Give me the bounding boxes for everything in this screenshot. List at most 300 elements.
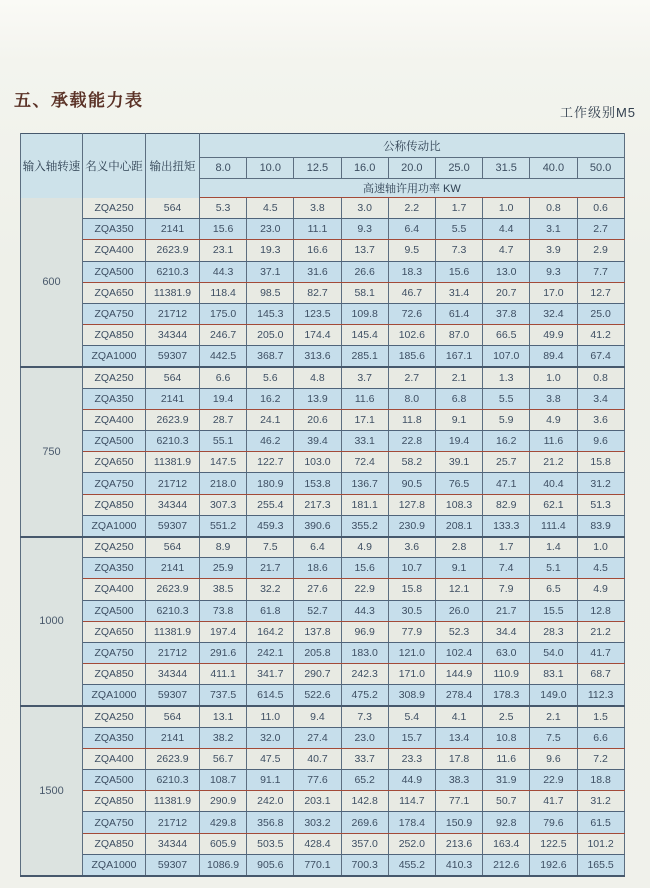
power-value-cell: 4.4 xyxy=(483,219,530,240)
power-value-cell: 26.6 xyxy=(341,261,388,282)
table-row xyxy=(21,558,625,579)
power-value-cell: 122.5 xyxy=(530,833,577,854)
torque-cell: 21712 xyxy=(146,303,200,324)
power-value-cell: 123.5 xyxy=(294,303,341,324)
power-value-cell: 197.4 xyxy=(200,621,247,642)
power-value-cell: 91.1 xyxy=(247,770,294,791)
power-value-cell: 6.8 xyxy=(435,388,482,409)
power-value-cell: 192.6 xyxy=(530,854,577,875)
power-value-cell: 15.8 xyxy=(577,452,624,473)
model-cell: ZQA400 xyxy=(83,579,146,600)
power-value-cell: 4.8 xyxy=(294,367,341,388)
torque-cell: 59307 xyxy=(146,515,200,536)
power-value-cell: 1.0 xyxy=(530,367,577,388)
power-value-cell: 34.4 xyxy=(483,621,530,642)
power-value-cell: 27.4 xyxy=(294,727,341,748)
power-value-cell: 30.5 xyxy=(388,600,435,621)
power-value-cell: 23.0 xyxy=(341,727,388,748)
work-grade-label: 工作级别M5 xyxy=(559,105,636,120)
power-value-cell: 9.4 xyxy=(294,706,341,727)
power-value-cell: 7.3 xyxy=(341,706,388,727)
model-cell: ZQA850 xyxy=(83,791,146,812)
power-value-cell: 61.5 xyxy=(577,812,624,833)
power-value-cell: 307.3 xyxy=(200,494,247,515)
power-value-cell: 5.3 xyxy=(200,198,247,219)
speed-cell: 1500 xyxy=(21,706,83,876)
power-value-cell: 411.1 xyxy=(200,664,247,685)
table-row xyxy=(21,621,625,642)
table-row xyxy=(21,325,625,346)
torque-cell: 564 xyxy=(146,537,200,558)
power-value-cell: 171.0 xyxy=(388,664,435,685)
power-value-cell: 183.0 xyxy=(341,642,388,663)
power-value-cell: 3.0 xyxy=(341,198,388,219)
power-value-cell: 22.9 xyxy=(530,770,577,791)
power-value-cell: 44.3 xyxy=(341,600,388,621)
power-value-cell: 83.1 xyxy=(530,664,577,685)
power-value-cell: 3.4 xyxy=(577,388,624,409)
table-row xyxy=(21,473,625,494)
torque-cell: 6210.3 xyxy=(146,600,200,621)
power-value-cell: 67.4 xyxy=(577,346,624,367)
power-value-cell: 38.2 xyxy=(200,727,247,748)
header-power-label: 高速轴许用功率 KW xyxy=(200,179,625,198)
model-cell: ZQA400 xyxy=(83,409,146,430)
power-value-cell: 242.1 xyxy=(247,642,294,663)
power-value-cell: 218.0 xyxy=(200,473,247,494)
power-value-cell: 2.8 xyxy=(435,537,482,558)
model-cell: ZQA500 xyxy=(83,431,146,452)
torque-cell: 6210.3 xyxy=(146,431,200,452)
table-row xyxy=(21,409,625,430)
power-value-cell: 9.5 xyxy=(388,240,435,261)
table-row xyxy=(21,515,625,536)
power-value-cell: 357.0 xyxy=(341,833,388,854)
power-value-cell: 165.5 xyxy=(577,854,624,875)
power-value-cell: 230.9 xyxy=(388,515,435,536)
power-value-cell: 20.7 xyxy=(483,282,530,303)
power-value-cell: 79.6 xyxy=(530,812,577,833)
power-value-cell: 246.7 xyxy=(200,325,247,346)
power-value-cell: 13.7 xyxy=(341,240,388,261)
power-value-cell: 145.3 xyxy=(247,303,294,324)
table-row xyxy=(21,431,625,452)
power-value-cell: 27.6 xyxy=(294,579,341,600)
power-value-cell: 54.0 xyxy=(530,642,577,663)
power-value-cell: 175.0 xyxy=(200,303,247,324)
power-value-cell: 605.9 xyxy=(200,833,247,854)
table-row xyxy=(21,642,625,663)
power-value-cell: 9.1 xyxy=(435,558,482,579)
power-value-cell: 2.2 xyxy=(388,198,435,219)
power-value-cell: 40.7 xyxy=(294,748,341,769)
torque-cell: 2623.9 xyxy=(146,748,200,769)
power-value-cell: 5.1 xyxy=(530,558,577,579)
power-value-cell: 203.1 xyxy=(294,791,341,812)
power-value-cell: 252.0 xyxy=(388,833,435,854)
power-value-cell: 3.6 xyxy=(388,537,435,558)
power-value-cell: 142.8 xyxy=(341,791,388,812)
power-value-cell: 61.4 xyxy=(435,303,482,324)
power-value-cell: 98.5 xyxy=(247,282,294,303)
model-cell: ZQA750 xyxy=(83,812,146,833)
power-value-cell: 4.9 xyxy=(341,537,388,558)
power-value-cell: 0.6 xyxy=(577,198,624,219)
power-value-cell: 17.8 xyxy=(435,748,482,769)
power-value-cell: 31.9 xyxy=(483,770,530,791)
torque-cell: 2141 xyxy=(146,388,200,409)
power-value-cell: 12.1 xyxy=(435,579,482,600)
power-value-cell: 4.9 xyxy=(530,409,577,430)
power-value-cell: 82.7 xyxy=(294,282,341,303)
model-cell: ZQA1000 xyxy=(83,346,146,367)
power-value-cell: 13.9 xyxy=(294,388,341,409)
power-value-cell: 118.4 xyxy=(200,282,247,303)
power-value-cell: 68.7 xyxy=(577,664,624,685)
power-value-cell: 1.0 xyxy=(577,537,624,558)
table-row xyxy=(21,388,625,409)
power-value-cell: 208.1 xyxy=(435,515,482,536)
power-value-cell: 18.8 xyxy=(577,770,624,791)
power-value-cell: 38.3 xyxy=(435,770,482,791)
power-value-cell: 82.9 xyxy=(483,494,530,515)
power-value-cell: 145.4 xyxy=(341,325,388,346)
power-value-cell: 9.3 xyxy=(530,261,577,282)
header-ratio-group: 公称传动比 xyxy=(200,134,625,158)
power-value-cell: 19.4 xyxy=(200,388,247,409)
ratio-header-cell: 10.0 xyxy=(247,158,294,179)
model-cell: ZQA250 xyxy=(83,537,146,558)
power-value-cell: 13.1 xyxy=(200,706,247,727)
torque-cell: 34344 xyxy=(146,325,200,346)
power-value-cell: 24.1 xyxy=(247,409,294,430)
power-value-cell: 11.6 xyxy=(530,431,577,452)
torque-cell: 59307 xyxy=(146,685,200,706)
model-cell: ZQA400 xyxy=(83,748,146,769)
table-row xyxy=(21,685,625,706)
power-value-cell: 15.5 xyxy=(530,600,577,621)
power-value-cell: 12.8 xyxy=(577,600,624,621)
header-output-torque: 输出扭矩 xyxy=(146,134,200,198)
torque-cell: 34344 xyxy=(146,494,200,515)
power-value-cell: 1.3 xyxy=(483,367,530,388)
table-row xyxy=(21,261,625,282)
power-value-cell: 9.6 xyxy=(530,748,577,769)
power-value-cell: 37.1 xyxy=(247,261,294,282)
power-value-cell: 428.4 xyxy=(294,833,341,854)
power-value-cell: 356.8 xyxy=(247,812,294,833)
power-value-cell: 11.1 xyxy=(294,219,341,240)
power-value-cell: 2.1 xyxy=(530,706,577,727)
power-value-cell: 174.4 xyxy=(294,325,341,346)
power-value-cell: 17.1 xyxy=(341,409,388,430)
power-value-cell: 9.6 xyxy=(577,431,624,452)
power-value-cell: 31.2 xyxy=(577,791,624,812)
torque-cell: 2623.9 xyxy=(146,409,200,430)
power-value-cell: 429.8 xyxy=(200,812,247,833)
power-value-cell: 255.4 xyxy=(247,494,294,515)
torque-cell: 6210.3 xyxy=(146,770,200,791)
power-value-cell: 700.3 xyxy=(341,854,388,875)
power-value-cell: 442.5 xyxy=(200,346,247,367)
torque-cell: 21712 xyxy=(146,642,200,663)
power-value-cell: 52.3 xyxy=(435,621,482,642)
power-value-cell: 0.8 xyxy=(530,198,577,219)
power-value-cell: 7.5 xyxy=(530,727,577,748)
power-value-cell: 303.2 xyxy=(294,812,341,833)
power-value-cell: 1.0 xyxy=(483,198,530,219)
model-cell: ZQA350 xyxy=(83,388,146,409)
ratio-header-cell: 20.0 xyxy=(388,158,435,179)
power-value-cell: 108.7 xyxy=(200,770,247,791)
power-value-cell: 770.1 xyxy=(294,854,341,875)
power-value-cell: 16.2 xyxy=(247,388,294,409)
power-value-cell: 11.6 xyxy=(483,748,530,769)
power-value-cell: 6.4 xyxy=(294,537,341,558)
power-value-cell: 46.7 xyxy=(388,282,435,303)
power-value-cell: 39.4 xyxy=(294,431,341,452)
power-value-cell: 7.4 xyxy=(483,558,530,579)
power-value-cell: 127.8 xyxy=(388,494,435,515)
power-value-cell: 217.3 xyxy=(294,494,341,515)
table-row xyxy=(21,600,625,621)
power-value-cell: 522.6 xyxy=(294,685,341,706)
torque-cell: 11381.9 xyxy=(146,282,200,303)
model-cell: ZQA350 xyxy=(83,219,146,240)
power-value-cell: 107.0 xyxy=(483,346,530,367)
table-row xyxy=(21,748,625,769)
power-value-cell: 6.4 xyxy=(388,219,435,240)
power-value-cell: 63.0 xyxy=(483,642,530,663)
power-value-cell: 551.2 xyxy=(200,515,247,536)
table-row xyxy=(21,727,625,748)
power-value-cell: 6.6 xyxy=(577,727,624,748)
table-row xyxy=(21,664,625,685)
power-value-cell: 31.2 xyxy=(577,473,624,494)
power-value-cell: 4.1 xyxy=(435,706,482,727)
power-value-cell: 147.5 xyxy=(200,452,247,473)
torque-cell: 59307 xyxy=(146,346,200,367)
power-value-cell: 2.5 xyxy=(483,706,530,727)
table-row xyxy=(21,537,625,558)
power-value-cell: 77.1 xyxy=(435,791,482,812)
power-value-cell: 3.7 xyxy=(341,367,388,388)
power-value-cell: 7.5 xyxy=(247,537,294,558)
power-value-cell: 18.3 xyxy=(388,261,435,282)
power-value-cell: 7.7 xyxy=(577,261,624,282)
torque-cell: 59307 xyxy=(146,854,200,875)
power-value-cell: 7.9 xyxy=(483,579,530,600)
power-value-cell: 21.2 xyxy=(530,452,577,473)
power-value-cell: 1.7 xyxy=(483,537,530,558)
power-value-cell: 164.2 xyxy=(247,621,294,642)
table-row xyxy=(21,706,625,727)
header-input-speed: 输入轴转速 xyxy=(21,134,83,198)
power-value-cell: 5.9 xyxy=(483,409,530,430)
power-value-cell: 3.8 xyxy=(530,388,577,409)
power-value-cell: 66.5 xyxy=(483,325,530,346)
table-row xyxy=(21,219,625,240)
power-value-cell: 13.4 xyxy=(435,727,482,748)
power-value-cell: 6.6 xyxy=(200,367,247,388)
power-value-cell: 15.8 xyxy=(388,579,435,600)
power-value-cell: 50.7 xyxy=(483,791,530,812)
power-value-cell: 242.0 xyxy=(247,791,294,812)
power-value-cell: 46.2 xyxy=(247,431,294,452)
power-value-cell: 32.0 xyxy=(247,727,294,748)
power-value-cell: 121.0 xyxy=(388,642,435,663)
power-value-cell: 18.6 xyxy=(294,558,341,579)
power-value-cell: 77.6 xyxy=(294,770,341,791)
power-value-cell: 77.9 xyxy=(388,621,435,642)
power-value-cell: 3.9 xyxy=(530,240,577,261)
power-value-cell: 87.0 xyxy=(435,325,482,346)
power-value-cell: 72.6 xyxy=(388,303,435,324)
power-value-cell: 112.3 xyxy=(577,685,624,706)
power-value-cell: 11.8 xyxy=(388,409,435,430)
power-value-cell: 83.9 xyxy=(577,515,624,536)
power-value-cell: 4.5 xyxy=(577,558,624,579)
torque-cell: 2141 xyxy=(146,727,200,748)
power-value-cell: 1.4 xyxy=(530,537,577,558)
power-value-cell: 21.2 xyxy=(577,621,624,642)
table-row xyxy=(21,452,625,473)
table-row xyxy=(21,770,625,791)
power-value-cell: 16.6 xyxy=(294,240,341,261)
model-cell: ZQA650 xyxy=(83,621,146,642)
power-value-cell: 291.6 xyxy=(200,642,247,663)
power-value-cell: 28.3 xyxy=(530,621,577,642)
power-value-cell: 7.2 xyxy=(577,748,624,769)
power-value-cell: 41.7 xyxy=(577,642,624,663)
power-value-cell: 390.6 xyxy=(294,515,341,536)
power-value-cell: 149.0 xyxy=(530,685,577,706)
power-value-cell: 15.7 xyxy=(388,727,435,748)
model-cell: ZQA650 xyxy=(83,452,146,473)
power-value-cell: 9.1 xyxy=(435,409,482,430)
power-value-cell: 31.6 xyxy=(294,261,341,282)
power-value-cell: 341.7 xyxy=(247,664,294,685)
power-value-cell: 92.8 xyxy=(483,812,530,833)
model-cell: ZQA750 xyxy=(83,642,146,663)
model-cell: ZQA850 xyxy=(83,494,146,515)
power-value-cell: 290.7 xyxy=(294,664,341,685)
ratio-header-cell: 40.0 xyxy=(530,158,577,179)
power-value-cell: 20.6 xyxy=(294,409,341,430)
power-value-cell: 3.1 xyxy=(530,219,577,240)
speed-cell: 750 xyxy=(21,367,83,537)
power-value-cell: 56.7 xyxy=(200,748,247,769)
power-value-cell: 278.4 xyxy=(435,685,482,706)
power-value-cell: 114.7 xyxy=(388,791,435,812)
power-value-cell: 109.8 xyxy=(341,303,388,324)
power-value-cell: 33.7 xyxy=(341,748,388,769)
power-value-cell: 41.2 xyxy=(577,325,624,346)
ratio-header-cell: 16.0 xyxy=(341,158,388,179)
table-row xyxy=(21,198,625,219)
power-value-cell: 19.3 xyxy=(247,240,294,261)
power-value-cell: 213.6 xyxy=(435,833,482,854)
model-cell: ZQA250 xyxy=(83,198,146,219)
power-value-cell: 37.8 xyxy=(483,303,530,324)
table-row xyxy=(21,791,625,812)
power-value-cell: 2.7 xyxy=(577,219,624,240)
power-value-cell: 102.4 xyxy=(435,642,482,663)
model-cell: ZQA1000 xyxy=(83,854,146,875)
torque-cell: 564 xyxy=(146,706,200,727)
power-value-cell: 153.8 xyxy=(294,473,341,494)
power-value-cell: 355.2 xyxy=(341,515,388,536)
power-value-cell: 31.4 xyxy=(435,282,482,303)
speed-cell: 600 xyxy=(21,198,83,368)
power-value-cell: 89.4 xyxy=(530,346,577,367)
torque-cell: 6210.3 xyxy=(146,261,200,282)
power-value-cell: 178.4 xyxy=(388,812,435,833)
torque-cell: 21712 xyxy=(146,473,200,494)
torque-cell: 11381.9 xyxy=(146,791,200,812)
power-value-cell: 5.6 xyxy=(247,367,294,388)
torque-cell: 21712 xyxy=(146,812,200,833)
power-value-cell: 101.2 xyxy=(577,833,624,854)
power-value-cell: 737.5 xyxy=(200,685,247,706)
header-center-distance: 名义中心距 xyxy=(83,134,146,198)
power-value-cell: 61.8 xyxy=(247,600,294,621)
model-cell: ZQA850 xyxy=(83,664,146,685)
power-value-cell: 163.4 xyxy=(483,833,530,854)
model-cell: ZQA250 xyxy=(83,367,146,388)
power-value-cell: 28.7 xyxy=(200,409,247,430)
power-value-cell: 108.3 xyxy=(435,494,482,515)
power-value-cell: 96.9 xyxy=(341,621,388,642)
power-value-cell: 12.7 xyxy=(577,282,624,303)
page-title: 五、承载能力表 xyxy=(14,91,144,110)
ratio-header-cell: 12.5 xyxy=(294,158,341,179)
power-value-cell: 111.4 xyxy=(530,515,577,536)
power-value-cell: 2.1 xyxy=(435,367,482,388)
table-row xyxy=(21,579,625,600)
power-value-cell: 90.5 xyxy=(388,473,435,494)
power-value-cell: 21.7 xyxy=(247,558,294,579)
model-cell: ZQA500 xyxy=(83,261,146,282)
power-value-cell: 1.7 xyxy=(435,198,482,219)
power-value-cell: 368.7 xyxy=(247,346,294,367)
power-value-cell: 3.6 xyxy=(577,409,624,430)
power-value-cell: 5.5 xyxy=(435,219,482,240)
table-row xyxy=(21,346,625,367)
power-value-cell: 44.9 xyxy=(388,770,435,791)
power-value-cell: 455.2 xyxy=(388,854,435,875)
power-value-cell: 9.3 xyxy=(341,219,388,240)
power-value-cell: 5.4 xyxy=(388,706,435,727)
torque-cell: 34344 xyxy=(146,833,200,854)
power-value-cell: 137.8 xyxy=(294,621,341,642)
power-value-cell: 6.5 xyxy=(530,579,577,600)
power-value-cell: 26.0 xyxy=(435,600,482,621)
power-value-cell: 4.5 xyxy=(247,198,294,219)
power-value-cell: 459.3 xyxy=(247,515,294,536)
power-value-cell: 22.8 xyxy=(388,431,435,452)
power-value-cell: 11.6 xyxy=(341,388,388,409)
ratio-header-cell: 50.0 xyxy=(577,158,624,179)
power-value-cell: 308.9 xyxy=(388,685,435,706)
power-value-cell: 144.9 xyxy=(435,664,482,685)
torque-cell: 34344 xyxy=(146,664,200,685)
power-value-cell: 51.3 xyxy=(577,494,624,515)
model-cell: ZQA850 xyxy=(83,325,146,346)
table-row xyxy=(21,303,625,324)
power-value-cell: 58.2 xyxy=(388,452,435,473)
power-value-cell: 178.3 xyxy=(483,685,530,706)
